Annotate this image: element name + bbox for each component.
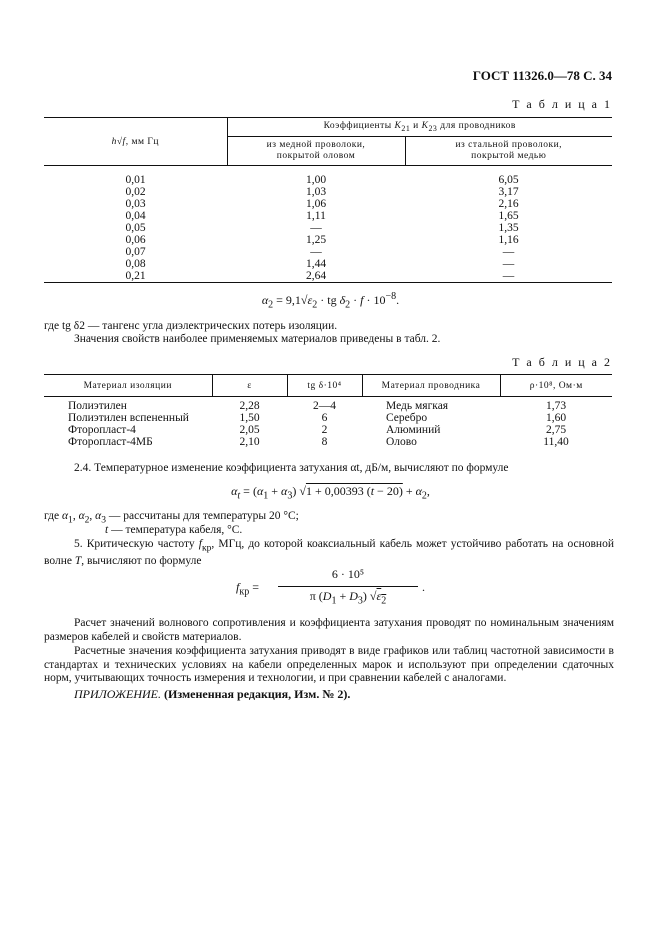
table1-row bbox=[44, 198, 612, 210]
table2-row bbox=[44, 400, 612, 412]
table1-sub2-line1: из стальной проволоки, bbox=[455, 140, 563, 150]
table1-cell-hf: 0,04 bbox=[125, 210, 146, 222]
table1-cell-hf: 0,02 bbox=[125, 186, 146, 198]
table2-cell-conductor: Олово bbox=[386, 436, 417, 448]
table1-col1-header: h√f, мм Гц bbox=[44, 118, 227, 166]
table1-row bbox=[44, 234, 612, 246]
table1-cell-steel: 1,35 bbox=[498, 222, 519, 234]
table2-cell-tgdelta: 2 bbox=[321, 424, 328, 436]
table1-caption: Т а б л и ц а 1 bbox=[512, 97, 612, 111]
table1-group-header: Коэффициенты $K_{21}$ и $K_{23}$ для проводников bbox=[227, 118, 612, 137]
table1-sub2-line2: покрытой медью bbox=[471, 151, 547, 161]
table2-header-tgdelta: tg δ·10⁴ bbox=[287, 375, 362, 397]
table1-cell-copper: 2,64 bbox=[227, 270, 405, 283]
paragraph-graphs: Расчетные значения коэффициента затухания приводят в виде графиков или таблиц частотной зависимости в стандартах и технических условиях на кабели определенных марок и используют при определении сдаточных норм, учитывающих точность измерения и технологии, и при сравнении кабелей с аналогами. bbox=[44, 645, 614, 684]
formula-fkr-tail: . bbox=[422, 580, 425, 594]
table2 bbox=[44, 374, 612, 448]
appendix-label: ПРИЛОЖЕНИЕ. bbox=[74, 687, 161, 701]
table2-header-epsilon: ε bbox=[212, 375, 287, 397]
where2-line1: где $\alpha_1$, $\alpha_2$, $\alpha_3$ — рассчитаны для температуры 20 °С; bbox=[44, 510, 299, 526]
table2-row bbox=[44, 424, 612, 436]
table2-cell-insulation: Фторопласт-4 bbox=[68, 424, 136, 436]
table2-cell-epsilon: 2,10 bbox=[239, 436, 260, 448]
table1-cell-hf: 0,01 bbox=[125, 174, 146, 186]
table1-cell-hf: 0,05 bbox=[125, 222, 146, 234]
table1-sub1-line2: покрытой оловом bbox=[276, 151, 356, 161]
table2-header-conductor: Материал проводника bbox=[362, 375, 500, 397]
table2-cell-tgdelta: 6 bbox=[321, 412, 328, 424]
table1-cell-hf: 0,03 bbox=[125, 198, 146, 210]
table2-cell-insulation: Полиэтилен bbox=[68, 400, 127, 412]
text1-line2: Значения свойств наиболее применяемых материалов приведены в табл. 2. bbox=[74, 333, 441, 345]
table2-cell-epsilon: 2,28 bbox=[239, 400, 260, 412]
table2-cell-rho: 1,60 bbox=[545, 412, 567, 424]
table1-cell-steel: 6,05 bbox=[498, 174, 519, 186]
table2-cell-rho: 1,73 bbox=[545, 400, 567, 412]
table2-cell-insulation: Полиэтилен вспененный bbox=[68, 412, 189, 424]
table2-cell-conductor: Медь мягкая bbox=[386, 400, 449, 412]
section-5: 5. Критическую частоту $f_{кр}$, МГц, до которой коаксиальный кабель может устойчиво работать на основной волне T, вычисляют по формуле bbox=[44, 538, 614, 567]
formula-fkr-fraction-bar bbox=[278, 586, 418, 587]
paragraph-calc: Расчет значений волнового сопротивления и коэффициента затухания проводят по номинальным значениям размеров кабелей и свойств материалов. bbox=[44, 617, 614, 643]
page-header: ГОСТ 11326.0—78 С. 34 bbox=[472, 68, 612, 83]
table1-sub-header-steel bbox=[405, 137, 612, 166]
table1-cell-steel: — bbox=[502, 246, 515, 258]
table1 bbox=[44, 117, 612, 283]
table1-row bbox=[44, 186, 612, 198]
table2-header-rho: ρ·10⁸, Ом·м bbox=[529, 380, 583, 391]
table2-cell-conductor: Алюминий bbox=[386, 424, 441, 436]
table1-cell-steel: — bbox=[405, 270, 612, 283]
table2-cell-insulation: Фторопласт-4МБ bbox=[68, 436, 153, 448]
table1-cell-steel: 2,16 bbox=[498, 198, 519, 210]
table1-cell-steel: 1,65 bbox=[498, 210, 519, 222]
formula-fkr-denominator: π $(D_1 + D_3)$ $√\varepsilon_2$ bbox=[309, 589, 387, 607]
where2-line2: t — температура кабеля, °С. bbox=[105, 524, 243, 536]
table2-header-insulation: Материал изоляции bbox=[44, 375, 212, 397]
table1-cell-copper: — bbox=[310, 246, 322, 258]
table1-cell-copper: 1,03 bbox=[305, 186, 327, 198]
table1-cell-hf: 0,21 bbox=[44, 270, 227, 283]
section-2-4: 2.4. Температурное изменение коэффициента затухания αt, дБ/м, вычисляют по формуле bbox=[74, 462, 509, 474]
appendix-note: (Измененная редакция, Изм. № 2). bbox=[163, 687, 351, 701]
table2-cell-epsilon: 1,50 bbox=[239, 412, 260, 424]
table1-row bbox=[44, 258, 612, 270]
appendix-line bbox=[44, 688, 614, 702]
table1-cell-hf: 0,07 bbox=[125, 246, 146, 258]
table1-sub1-line1: из медной проволоки, bbox=[266, 140, 366, 150]
table1-cell-copper: 1,11 bbox=[306, 210, 326, 222]
table1-row bbox=[44, 210, 612, 222]
table2-cell-epsilon: 2,05 bbox=[239, 424, 260, 436]
table1-cell-steel: 1,16 bbox=[498, 234, 519, 246]
table1-cell-copper: 1,00 bbox=[305, 174, 327, 186]
table1-cell-copper: 1,25 bbox=[305, 234, 327, 246]
table2-cell-tgdelta: 2—4 bbox=[313, 400, 336, 412]
table1-cell-copper: — bbox=[310, 222, 322, 234]
table2-caption: Т а б л и ц а 2 bbox=[512, 355, 612, 369]
table1-row bbox=[44, 270, 612, 283]
table1-cell-copper: 1,06 bbox=[305, 198, 327, 210]
table1-row bbox=[44, 246, 612, 258]
table2-row bbox=[44, 436, 612, 448]
table2-row bbox=[44, 412, 612, 424]
table2-cell-tgdelta: 8 bbox=[321, 436, 328, 448]
table2-cell-conductor: Серебро bbox=[386, 412, 428, 424]
table1-row bbox=[44, 222, 612, 234]
table1-cell-hf: 0,08 bbox=[125, 258, 146, 270]
table2-cell-rho: 2,75 bbox=[545, 424, 567, 436]
formula-fkr-numerator: 6 · 10⁵ bbox=[331, 567, 365, 581]
table1-cell-steel: 3,17 bbox=[498, 186, 519, 198]
text1-line1: где tg δ2 — тангенс угла диэлектрических потерь изоляции. bbox=[44, 320, 338, 332]
table1-cell-copper: 1,44 bbox=[305, 258, 327, 270]
formula-fkr-lhs: $f_{кр}$ = bbox=[236, 580, 259, 598]
formula-alpha2: $\alpha_2 = 9,1√\varepsilon_2$ · tg $\delta_2 \cdot f \cdot 10^{-8}$. bbox=[261, 291, 400, 311]
table1-sub-header-copper bbox=[227, 137, 405, 166]
table1-row bbox=[44, 174, 612, 186]
formula-fkr bbox=[232, 567, 452, 611]
formula-alpha-t: $\alpha_t = (\alpha_1 + \alpha_3) √1 + 0,00393$ $(t - 20) + \alpha_2$, bbox=[231, 484, 430, 502]
table1-cell-hf: 0,06 bbox=[125, 234, 146, 246]
table1-cell-steel: — bbox=[502, 258, 515, 270]
table2-cell-rho: 11,40 bbox=[543, 436, 569, 448]
